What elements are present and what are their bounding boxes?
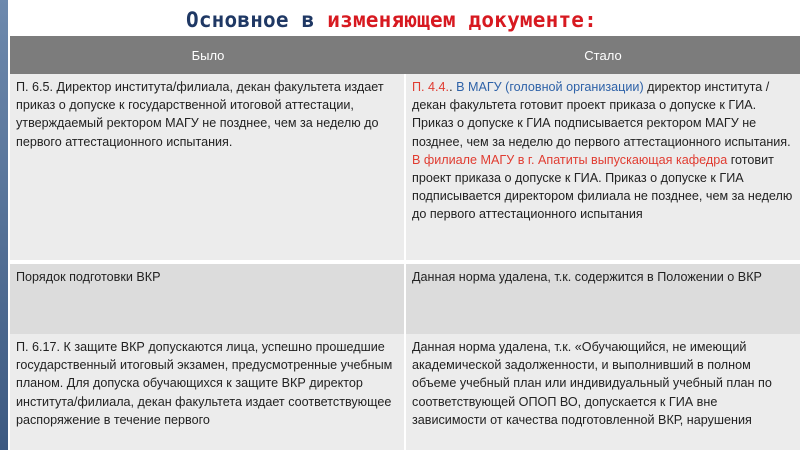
cell-was: П. 6.5. Директор института/филиала, декан факультета издает приказ о допуске к государственной итоговой аттестации, утверждаемый ректором МАГУ не позднее, чем за неделю до первого аттестационного испытания. — [10, 74, 406, 260]
cell-text: директор института / декан факультета готовит проект приказа о допуске к ГИА. Приказ о допуске к ГИА подписывается ректором МАГУ не позднее, чем за неделю до первого аттестационного испытания. — [412, 80, 791, 149]
header-became: Стало — [584, 47, 622, 63]
cell-was: Порядок подготовки ВКР — [10, 264, 406, 334]
clause-sep: . — [449, 80, 457, 94]
cell-became — [406, 74, 800, 260]
table-row — [10, 334, 800, 450]
table-row — [10, 74, 800, 260]
cell-became: Данная норма удалена, т.к. содержится в Положении о ВКР — [406, 264, 800, 334]
clause-ref: П. 4.4. — [412, 80, 450, 94]
table-row — [10, 262, 800, 336]
title-part-accent: изменяющем документе: — [327, 8, 597, 32]
slide-title — [186, 8, 597, 32]
highlight-branch: В филиале МАГУ в г. Апатиты выпускающая кафедра — [412, 152, 728, 167]
title-part-main: Основное в — [186, 8, 328, 32]
highlight-main-org: В МАГУ (головной организации) — [456, 80, 644, 94]
cell-was: П. 6.17. К защите ВКР допускаются лица, успешно прошедшие государственный итоговый экзамен, предусмотренные учебным планом. Для допуска обучающихся к защите ВКР директор института/филиала, декан факультета издает соответствующее распоряжение в течение первого — [10, 334, 406, 450]
left-accent-bar — [0, 0, 8, 450]
table-header — [10, 36, 800, 74]
header-was: Было — [191, 47, 225, 63]
cell-text-2: готовит проект приказа о допуске к ГИА. Приказ о допуске к ГИА подписывается директором филиала не позднее, чем за неделю до первого аттестационного испытания — [412, 152, 793, 222]
cell-became: Данная норма удалена, т.к. «Обучающийся, не имеющий академической задолженности, и выполнивший в полном объеме учебный план или индивидуальный учебный план по соответствующей ОПОП ВО, допускается к ГИА вне зависимости от качества подготовленной ВКР, нарушения — [406, 334, 800, 450]
